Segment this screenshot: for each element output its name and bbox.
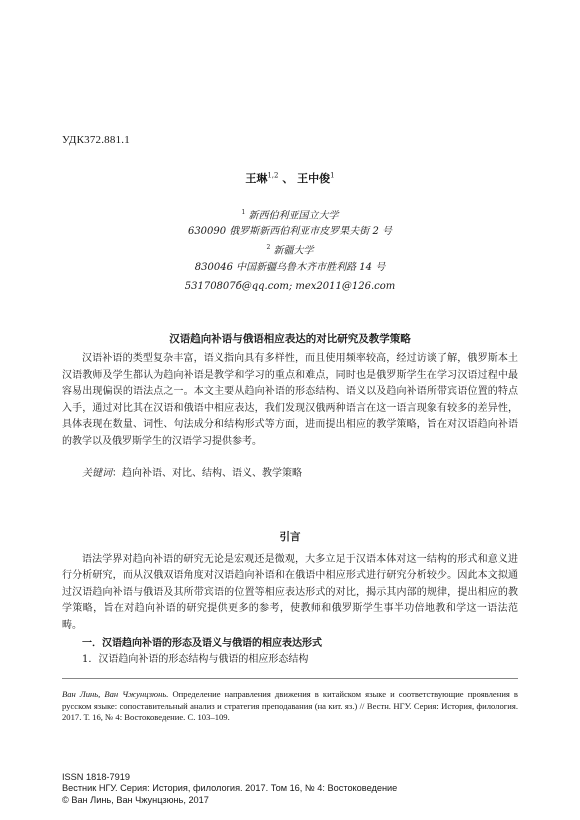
introduction-body bbox=[62, 552, 518, 634]
affiliation-2-text: 新疆大学 bbox=[273, 245, 314, 257]
author-line bbox=[0, 170, 580, 186]
affiliation-1-address: 630090 俄罗斯新西伯利亚市皮罗果夫街 2 号 bbox=[187, 226, 393, 238]
citation-authors: Ван Линь, Ван Чжунцзюнь. bbox=[62, 689, 169, 699]
affiliation-1-text: 新西伯利亚国立大学 bbox=[248, 210, 339, 222]
citation-text: Определение направления движения в китайском языке и соответствующие проявления в русском языке: сопоставительный анализ и стратегия преподавания (на кит. яз.) // Вестн. НГУ. Серия: История, филология. 2017. Т. 16, № 4: Востоковедение. С. 103–109. bbox=[62, 689, 518, 723]
footnote-divider bbox=[62, 678, 518, 679]
affiliation-1-name bbox=[0, 205, 580, 224]
author-name-1: 王琳 bbox=[245, 172, 268, 185]
affiliations-block bbox=[0, 205, 580, 276]
affiliation-2-name bbox=[0, 240, 580, 259]
issn: ISSN 1818-7919 bbox=[62, 772, 130, 782]
keywords-label: 关键词 bbox=[82, 468, 112, 479]
keywords-line bbox=[62, 464, 518, 479]
introduction-paragraph: 语法学界对趋向补语的研究无论是宏观还是微观，大多立足于汉语本体对这一结构的形式和意义进行分析研究，而从汉俄双语角度对汉语趋向补语和在俄语中相应形式进行研究分析较少。因此本文拟通过汉语趋向补语与俄语及其所带宾语的位置等相应表达形式的对比，揭示其内部的规律，提出相应的教学策略，旨在对趋向补语的研究提供更多的参考，使教师和俄罗斯学生事半功倍地教和学这一语法范畴。 bbox=[62, 554, 518, 631]
section-heading-introduction: 引言 bbox=[279, 531, 301, 543]
author-2-affiliation-mark: 1 bbox=[330, 171, 335, 180]
citation-block bbox=[62, 689, 518, 724]
author-name-2: 王中俊 bbox=[297, 172, 331, 185]
journal-reference: Вестник НГУ. Серия: История, филология. 2017. Том 16, № 4: Востоковедение bbox=[62, 783, 398, 794]
abstract bbox=[62, 351, 518, 450]
subheading-first: 一．汉语趋向补语的形态及语义与俄语的相应表达形式 bbox=[82, 638, 322, 649]
affiliation-2-address: 830046 中国新疆乌鲁木齐市胜利路 14 号 bbox=[194, 261, 386, 273]
author-separator: 、 bbox=[278, 172, 294, 185]
keywords-text: ：趋向补语、对比、结构、语义、教学策略 bbox=[112, 468, 302, 479]
subheading-second: 1．汉语趋向补语的形态结构与俄语的相应形态结构 bbox=[82, 654, 309, 665]
abstract-text: 汉语补语的类型复杂丰富，语义指向具有多样性，而且使用频率较高，经过访谈了解，俄罗斯本土汉语教师及学生都认为趋向补语是教学和学习的重点和难点，同时也是俄罗斯学生在学习汉语过程中最容易出现偏误的语法点之一。本文主要从趋向补语的形态结构、语义以及趋向补语所带宾语位置的特点入手，通过对比其在汉语和俄语中相应表达，我们发现汉俄两种语言在这一语言现象有较多的差异性，具体表现在数量、词性、句法成分和结构形式等方面，进而提出相应的教学策略，旨在对汉语趋向补语的教学以及俄罗斯学生的汉语学习提供参考。 bbox=[62, 353, 518, 447]
author-emails: 53170807б@qq.com; mex2011@126.com bbox=[184, 281, 396, 292]
copyright: © Ван Линь, Ван Чжунцзюнь, 2017 bbox=[62, 794, 209, 805]
affiliation-2-mark: 2 bbox=[266, 244, 271, 252]
udk-code: УДК372.881.1 bbox=[62, 134, 130, 146]
affiliation-1-mark: 1 bbox=[241, 209, 246, 216]
paper-title: 汉语趋向补语与俄语相应表达的对比研究及教学策略 bbox=[169, 333, 411, 345]
journal-footer bbox=[62, 772, 518, 806]
author-1-affiliation-mark: 1,2 bbox=[267, 171, 279, 180]
